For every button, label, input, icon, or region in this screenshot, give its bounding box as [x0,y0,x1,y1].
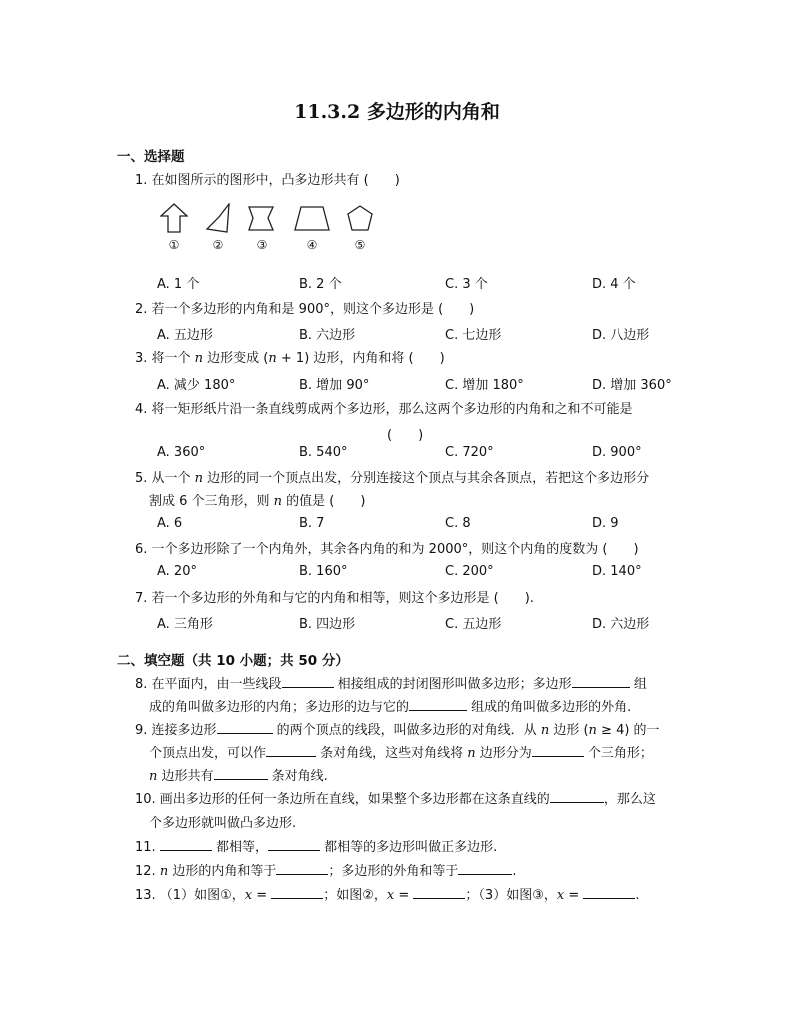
q1-option-d: D. 4 个 [592,277,636,292]
q3-option-d: D. 增加 360° [592,378,672,393]
question-7: 7. 若一个多边形的外角和与它的内角和相等，则这个多边形是 ( ). [135,591,534,606]
answer-blank[interactable] [458,861,512,875]
question-5-line-2: 割成 6 个三角形，则 n 的值是 ( ) [149,494,366,509]
question-8-line-1: 8. 在平面内，由一些线段 相接组成的封闭图形叫做多边形；多边形 组 [135,673,647,696]
question-9-line-1: 9. 连接多边形 的两个顶点的线段，叫做多边形的对角线．从 n 边形 (n ≥ 4) 的一 [135,719,660,742]
answer-blank[interactable] [572,674,630,688]
answer-blank[interactable] [217,720,273,734]
q3-option-a: A. 减少 180° [157,378,236,393]
q7-option-b: B. 四边形 [299,617,356,632]
question-10-line-2: 个多边形就叫做凸多边形. [149,816,297,831]
question-6: 6. 一个多边形除了一个内角外，其余各内角的和为 2000°，则这个内角的度数为 ( ) [135,542,639,557]
q2-option-b: B. 六边形 [299,328,356,343]
q3-option-c: C. 增加 180° [445,378,524,393]
q4-option-b: B. 540° [299,445,348,460]
q6-option-a: A. 20° [157,564,197,579]
question-9-line-3: n 边形共有 条对角线. [149,765,328,788]
figure-4-trapezoid-shape [293,203,331,233]
q4-option-d: D. 900° [592,445,642,460]
q7-option-c: C. 五边形 [445,617,502,632]
figure-label-5: ⑤ [354,238,366,252]
q2-option-d: D. 八边形 [592,328,650,343]
figure-label-3: ③ [256,238,268,252]
q2-option-c: C. 七边形 [445,328,502,343]
q7-option-a: A. 三角形 [157,617,213,632]
section-heading-choice: 一、选择题 [117,149,185,165]
q6-option-d: D. 140° [592,564,642,579]
question-8-line-2: 成的角叫做多边形的内角；多边形的边与它的 组成的角叫做多边形的外角. [149,696,631,719]
q6-option-c: C. 200° [445,564,494,579]
q3-option-b: B. 增加 90° [299,378,370,393]
q1-option-b: B. 2 个 [299,277,342,292]
answer-blank[interactable] [266,743,316,757]
figure-label-2: ② [212,238,224,252]
q5-option-a: A. 6 [157,516,183,531]
q5-option-c: C. 8 [445,516,471,531]
question-1: 1. 在如图所示的图形中，凸多边形共有 ( ) [135,173,400,188]
question-10-line-1: 10. 画出多边形的任何一条边所在直线，如果整个多边形都在这条直线的 ，那么这 [135,788,656,811]
figure-2-triangle-shape [205,203,233,233]
question-4: 4. 将一矩形纸片沿一条直线剪成两个多边形，那么这两个多边形的内角和之和不可能是 [135,402,633,417]
answer-blank[interactable] [409,697,467,711]
question-3: 3. 将一个 n 边形变成 (n + 1) 边形，内角和将 ( ) [135,351,445,366]
answer-blank[interactable] [550,789,604,803]
question-5-line-1: 5. 从一个 n 边形的同一个顶点出发，分别连接这个顶点与其余各顶点，若把这个多边形分 [135,471,650,486]
figure-5-pentagon-shape [345,203,375,233]
q1-option-c: C. 3 个 [445,277,488,292]
section-heading-fill-in: 二、填空题（共 10 小题；共 50 分） [117,653,349,669]
question-11: 11. 都相等， 都相等的多边形叫做正多边形. [135,836,497,859]
question-12: 12. n 边形的内角和等于 ；多边形的外角和等于 . [135,860,516,883]
figure-1-arrow-shape [160,203,188,233]
answer-blank[interactable] [282,674,334,688]
answer-blank[interactable] [268,837,320,851]
answer-blank[interactable] [532,743,584,757]
question-2: 2. 若一个多边形的内角和是 900°，则这个多边形是 ( ) [135,302,475,317]
answer-blank[interactable] [160,837,212,851]
question-9-line-2: 个顶点出发，可以作 条对角线，这些对角线将 n 边形分为 个三角形； [149,742,653,765]
q5-option-d: D. 9 [592,516,619,531]
question-13: 13. （1）如图①，x = ；如图②，x = ；（3）如图③，x = . [135,884,640,907]
figure-3-concave-quad-shape [246,203,276,233]
q4-option-a: A. 360° [157,445,206,460]
answer-blank[interactable] [271,885,323,899]
answer-blank[interactable] [214,766,268,780]
answer-blank[interactable] [276,861,328,875]
page-title: 11.3.2 多边形的内角和 [294,101,500,123]
answer-blank[interactable] [583,885,635,899]
q6-option-b: B. 160° [299,564,348,579]
q4-option-c: C. 720° [445,445,494,460]
q7-option-d: D. 六边形 [592,617,650,632]
answer-blank[interactable] [413,885,465,899]
q1-option-a: A. 1 个 [157,277,200,292]
q5-option-b: B. 7 [299,516,325,531]
figure-label-4: ④ [306,238,318,252]
q4-paren: ( ) [387,428,424,443]
figure-label-1: ① [168,238,180,252]
q2-option-a: A. 五边形 [157,328,213,343]
